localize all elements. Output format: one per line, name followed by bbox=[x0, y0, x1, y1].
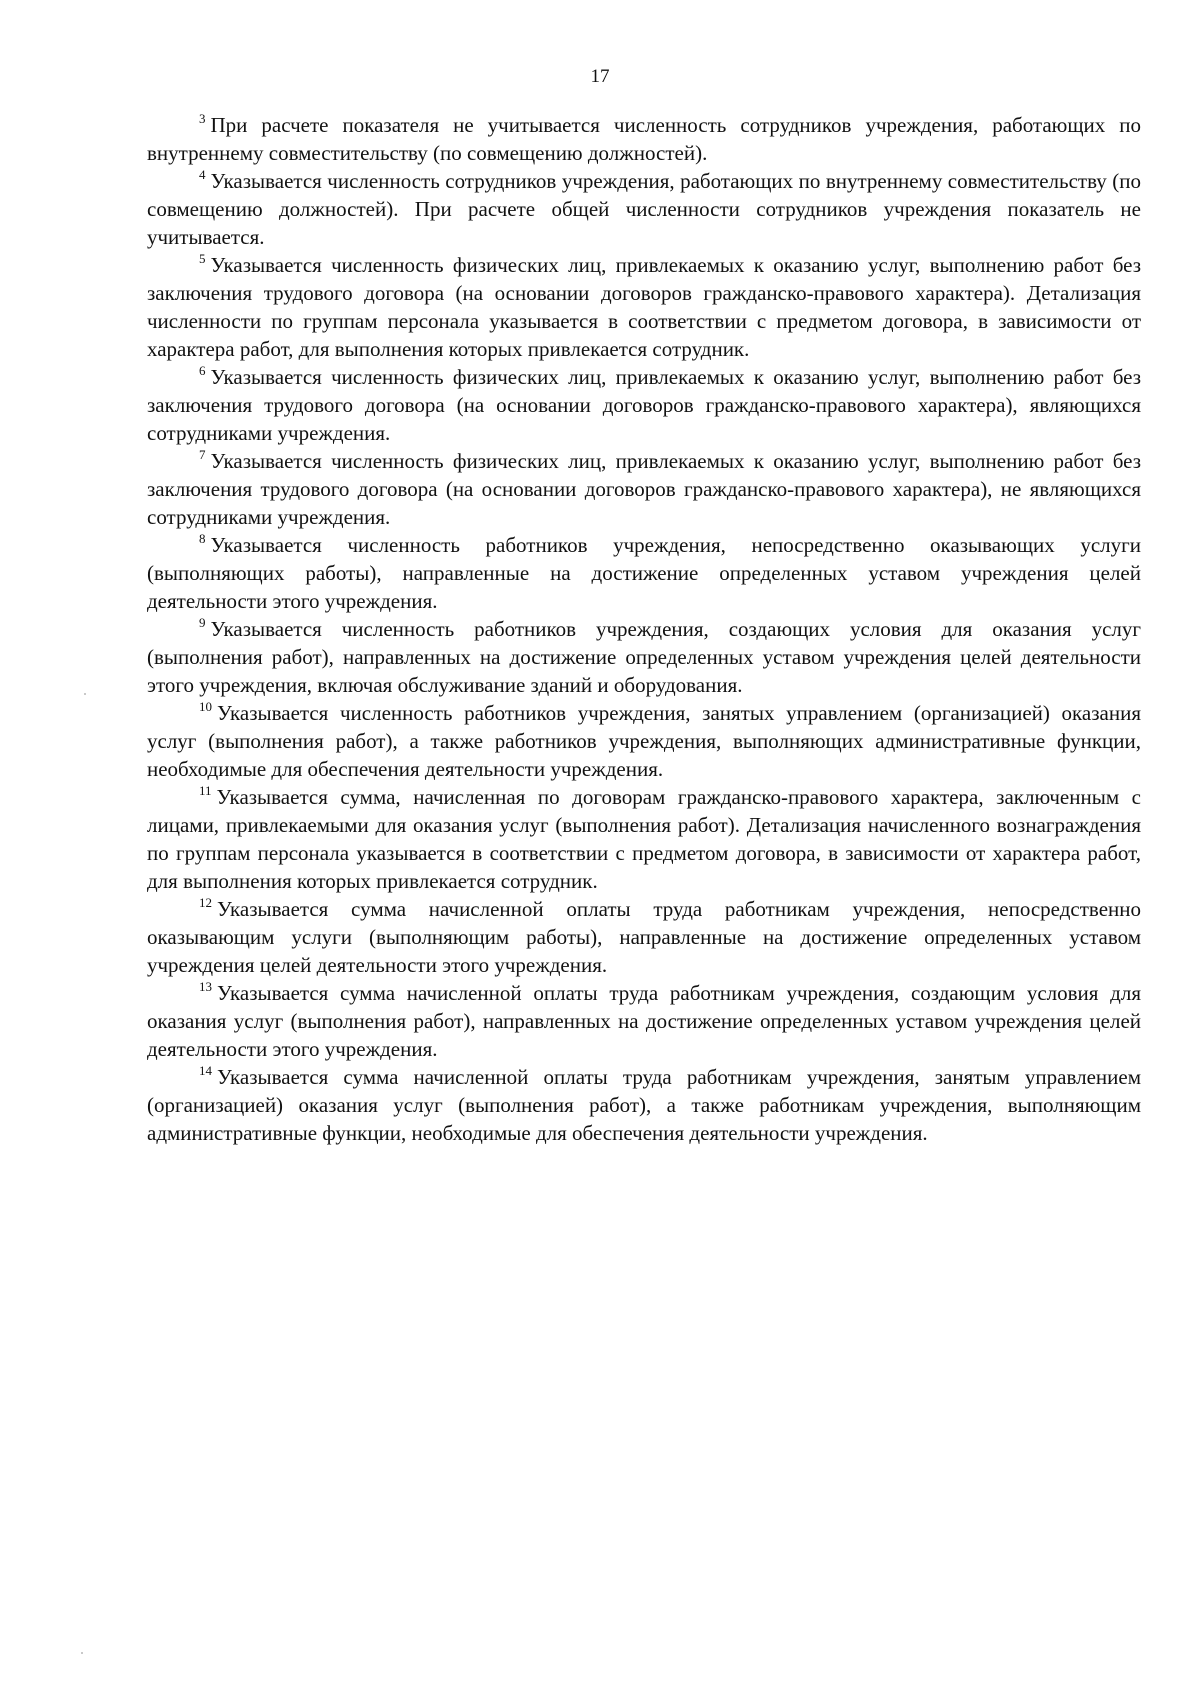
footnote-text: Указывается численность работников учреждения, непосредственно оказывающих услуги (выполняющих работы), направленные на достижение определенных уставом учреждения целей деятельности этого учреждения. bbox=[147, 533, 1141, 613]
footnote-text: Указывается численность работников учреждения, создающих условия для оказания услуг (выполнения работ), направленных на достижение определенных уставом учреждения целей деятельности этого учреждения, включая обслуживание зданий и оборудования. bbox=[147, 617, 1141, 697]
footnote-10 bbox=[147, 699, 1141, 783]
footnote-marker: 9 bbox=[199, 615, 206, 630]
footnote-6 bbox=[147, 363, 1141, 447]
footnote-text: Указывается численность физических лиц, привлекаемых к оказанию услуг, выполнению работ без заключения трудового договора (на основании договоров гражданско-правового характера), не являющихся сотрудниками учреждения. bbox=[147, 449, 1141, 529]
scan-speck bbox=[84, 693, 86, 695]
footnote-text: Указывается численность работников учреждения, занятых управлением (организацией) оказания услуг (выполнения работ), а также работников учреждения, выполняющих административные функции, необходимые для обеспечения деятельности учреждения. bbox=[147, 701, 1141, 781]
footnote-marker: 7 bbox=[199, 447, 206, 462]
footnote-7 bbox=[147, 447, 1141, 531]
footnote-marker: 11 bbox=[199, 783, 212, 798]
footnote-marker: 14 bbox=[199, 1063, 212, 1078]
footnote-text: Указывается численность сотрудников учреждения, работающих по внутреннему совместительству (по совмещению должностей). При расчете общей численности сотрудников учреждения показатель не учитывается. bbox=[147, 169, 1141, 249]
footnote-text: Указывается сумма начисленной оплаты труда работникам учреждения, создающим условия для оказания услуг (выполнения работ), направленных на достижение определенных уставом учреждения целей деятельности этого учреждения. bbox=[147, 981, 1141, 1061]
footnotes-list bbox=[147, 111, 1141, 1147]
page-number: 17 bbox=[590, 66, 610, 87]
footnote-11 bbox=[147, 783, 1141, 895]
footnote-8 bbox=[147, 531, 1141, 615]
footnote-text: Указывается сумма начисленной оплаты труда работникам учреждения, занятым управлением (организацией) оказания услуг (выполнения работ), а также работникам учреждения, выполняющим административные функции, необходимые для обеспечения деятельности учреждения. bbox=[147, 1065, 1141, 1145]
footnote-13 bbox=[147, 979, 1141, 1063]
footnote-text: Указывается сумма начисленной оплаты труда работникам учреждения, непосредственно оказывающим услуги (выполняющим работы), направленные на достижение определенных уставом учреждения целей деятельности этого учреждения. bbox=[147, 897, 1141, 977]
footnote-text: При расчете показателя не учитывается численность сотрудников учреждения, работающих по внутреннему совместительству (по совмещению должностей). bbox=[147, 113, 1141, 165]
footnote-marker: 10 bbox=[199, 699, 212, 714]
footnote-3 bbox=[147, 111, 1141, 167]
footnote-14 bbox=[147, 1063, 1141, 1147]
footnote-marker: 5 bbox=[199, 251, 206, 266]
footnote-text: Указывается численность физических лиц, привлекаемых к оказанию услуг, выполнению работ без заключения трудового договора (на основании договоров гражданско-правового характера). Детализация численности по группам персонала указывается в соответствии с предметом договора, в зависимости от характера работ, для выполнения которых привлекается сотрудник. bbox=[147, 253, 1141, 361]
footnote-text: Указывается численность физических лиц, привлекаемых к оказанию услуг, выполнению работ без заключения трудового договора (на основании договоров гражданско-правового характера), являющихся сотрудниками учреждения. bbox=[147, 365, 1141, 445]
footnote-5 bbox=[147, 251, 1141, 363]
footnote-text: Указывается сумма, начисленная по договорам гражданско-правового характера, заключенным с лицами, привлекаемыми для оказания услуг (выполнения работ). Детализация начисленного вознаграждения по группам персонала указывается в соответствии с предметом договора, в зависимости от характера работ, для выполнения которых привлекается сотрудник. bbox=[147, 785, 1141, 893]
footnote-12 bbox=[147, 895, 1141, 979]
footnote-9 bbox=[147, 615, 1141, 699]
footnote-marker: 4 bbox=[199, 167, 206, 182]
footnote-marker: 13 bbox=[199, 979, 212, 994]
footnote-marker: 12 bbox=[199, 895, 212, 910]
footnote-marker: 8 bbox=[199, 531, 206, 546]
footnote-4 bbox=[147, 167, 1141, 251]
scan-speck bbox=[81, 1652, 83, 1654]
footnote-marker: 3 bbox=[199, 111, 206, 126]
footnote-marker: 6 bbox=[199, 363, 206, 378]
